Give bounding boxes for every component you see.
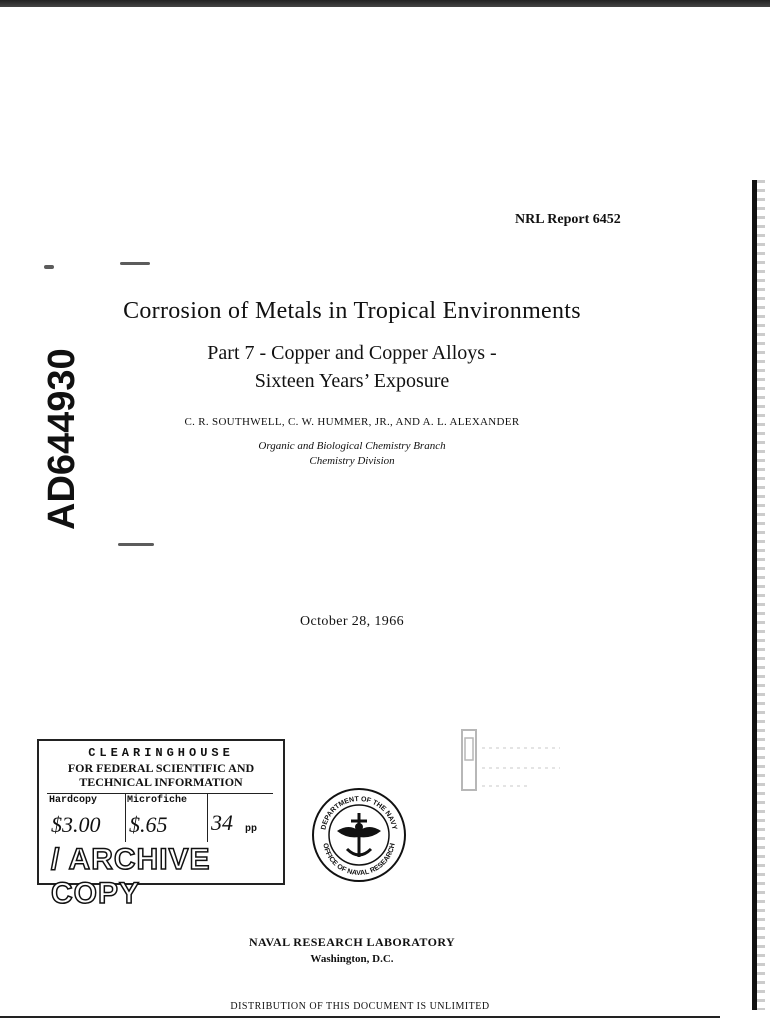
microfiche-cell (125, 794, 208, 842)
distribution-statement: DISTRIBUTION OF THIS DOCUMENT IS UNLIMITED (230, 1001, 490, 1012)
hardcopy-cell (47, 794, 126, 842)
document-id-text: AD644930 (41, 348, 83, 530)
seal-bottom-text: OFFICE OF NAVAL RESEARCH (321, 842, 397, 878)
stamp-price-grid (47, 793, 273, 842)
archive-copy-label: / ARCHIVE COPY (51, 843, 211, 910)
scan-speckle (757, 180, 765, 1010)
report-subtitle-line1: Part 7 - Copper and Copper Alloys - (207, 342, 497, 364)
lab-location: Washington, D.C. (310, 953, 394, 965)
microfiche-label: Microfiche (127, 795, 188, 806)
report-date: October 28, 1966 (300, 614, 404, 629)
pages-cell (207, 794, 273, 842)
clearinghouse-stamp (37, 739, 285, 910)
report-subtitle-line2: Sixteen Years’ Exposure (254, 370, 450, 392)
affiliation-division: Chemistry Division (309, 455, 395, 467)
document-id (30, 300, 86, 530)
report-title: Corrosion of Metals in Tropical Environments (123, 298, 581, 324)
lab-name: NAVAL RESEARCH LABORATORY (248, 935, 456, 949)
scan-mark (120, 262, 150, 265)
seal-top-text: DEPARTMENT OF THE NAVY (320, 795, 398, 831)
microfiche-price: $.65 (129, 812, 168, 837)
stamp-line: TECHNICAL INFORMATION (79, 775, 243, 789)
affiliation-branch: Organic and Biological Chemistry Branch (258, 440, 446, 452)
stamp-line: FOR FEDERAL SCIENTIFIC AND (67, 761, 255, 775)
faint-received-stamp (460, 728, 570, 798)
scan-top-edge (0, 0, 770, 7)
navy-seal (311, 787, 407, 883)
pages-label: pp (245, 824, 258, 835)
bottom-rule (0, 1016, 720, 1018)
stamp-title: CLEARINGHOUSE (88, 746, 234, 760)
hardcopy-price: $3.00 (51, 812, 101, 837)
hardcopy-label: Hardcopy (49, 795, 98, 806)
scan-mark (44, 265, 54, 269)
pages-count: 34 (211, 810, 233, 835)
report-number: NRL Report 6452 (515, 212, 621, 227)
authors: C. R. SOUTHWELL, C. W. HUMMER, JR., AND A. L. ALEXANDER (184, 416, 520, 428)
scan-mark (118, 543, 154, 546)
